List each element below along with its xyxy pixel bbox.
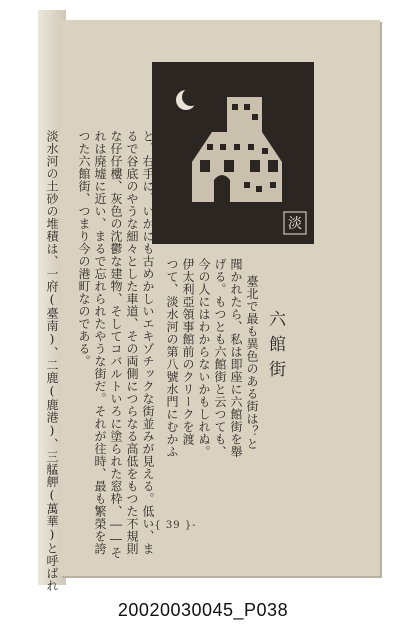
body-left-col-1: と、右手に、いかにも古めかしいエキゾチックな街並みが見える。低い、ま — [141, 130, 155, 555]
body-right-col-2: 聞かれたら、私は即座に六館街を舉 — [229, 258, 243, 458]
body-right-col-3: げる。もつとも六館街と云つても、 — [213, 258, 227, 458]
body-right-col-6: つて、淡水河の第八號水門にむかふ — [165, 258, 179, 458]
body-left-col-3: な仔仔樓、灰色の沈鬱な建物、そしてコバルトいろに塗られた窓枠、――そ — [109, 130, 123, 559]
body-right-col-5: 伊太利亞領事館前のクリークを渡 — [181, 258, 195, 446]
woodcut-seal-label: 淡 — [288, 216, 302, 232]
article-title: 六館街 — [265, 310, 285, 385]
body-left-col-4: れは廃墟に近い、まるで忘れられたやうな街だ。それが往時、最も繁榮を誇 — [93, 130, 107, 555]
body-right-col-4: 今の人にはわからないかもしれぬ。 — [197, 258, 211, 458]
body-left-col-7: 淡水河の土砂の堆積は、一府(臺南)、二鹿(鹿港)、三艋舺(萬華)と呼ばれ — [45, 130, 59, 592]
body-left-col-5: つた六館街、つまり今の港町なのである。 — [77, 130, 91, 368]
woodcut-illustration — [152, 62, 314, 244]
page-number: -{ 39 }- — [150, 520, 197, 531]
body-left-col-2: るで谷底のやうな細々とした車道、その両側につらなる高低をもつた不規則 — [125, 130, 139, 555]
house-woodcut-image — [152, 62, 314, 244]
archive-caption: 20020030045_P038 — [117, 600, 289, 620]
body-right-col-1: 臺北で最も異色のある街は？と — [245, 275, 259, 450]
